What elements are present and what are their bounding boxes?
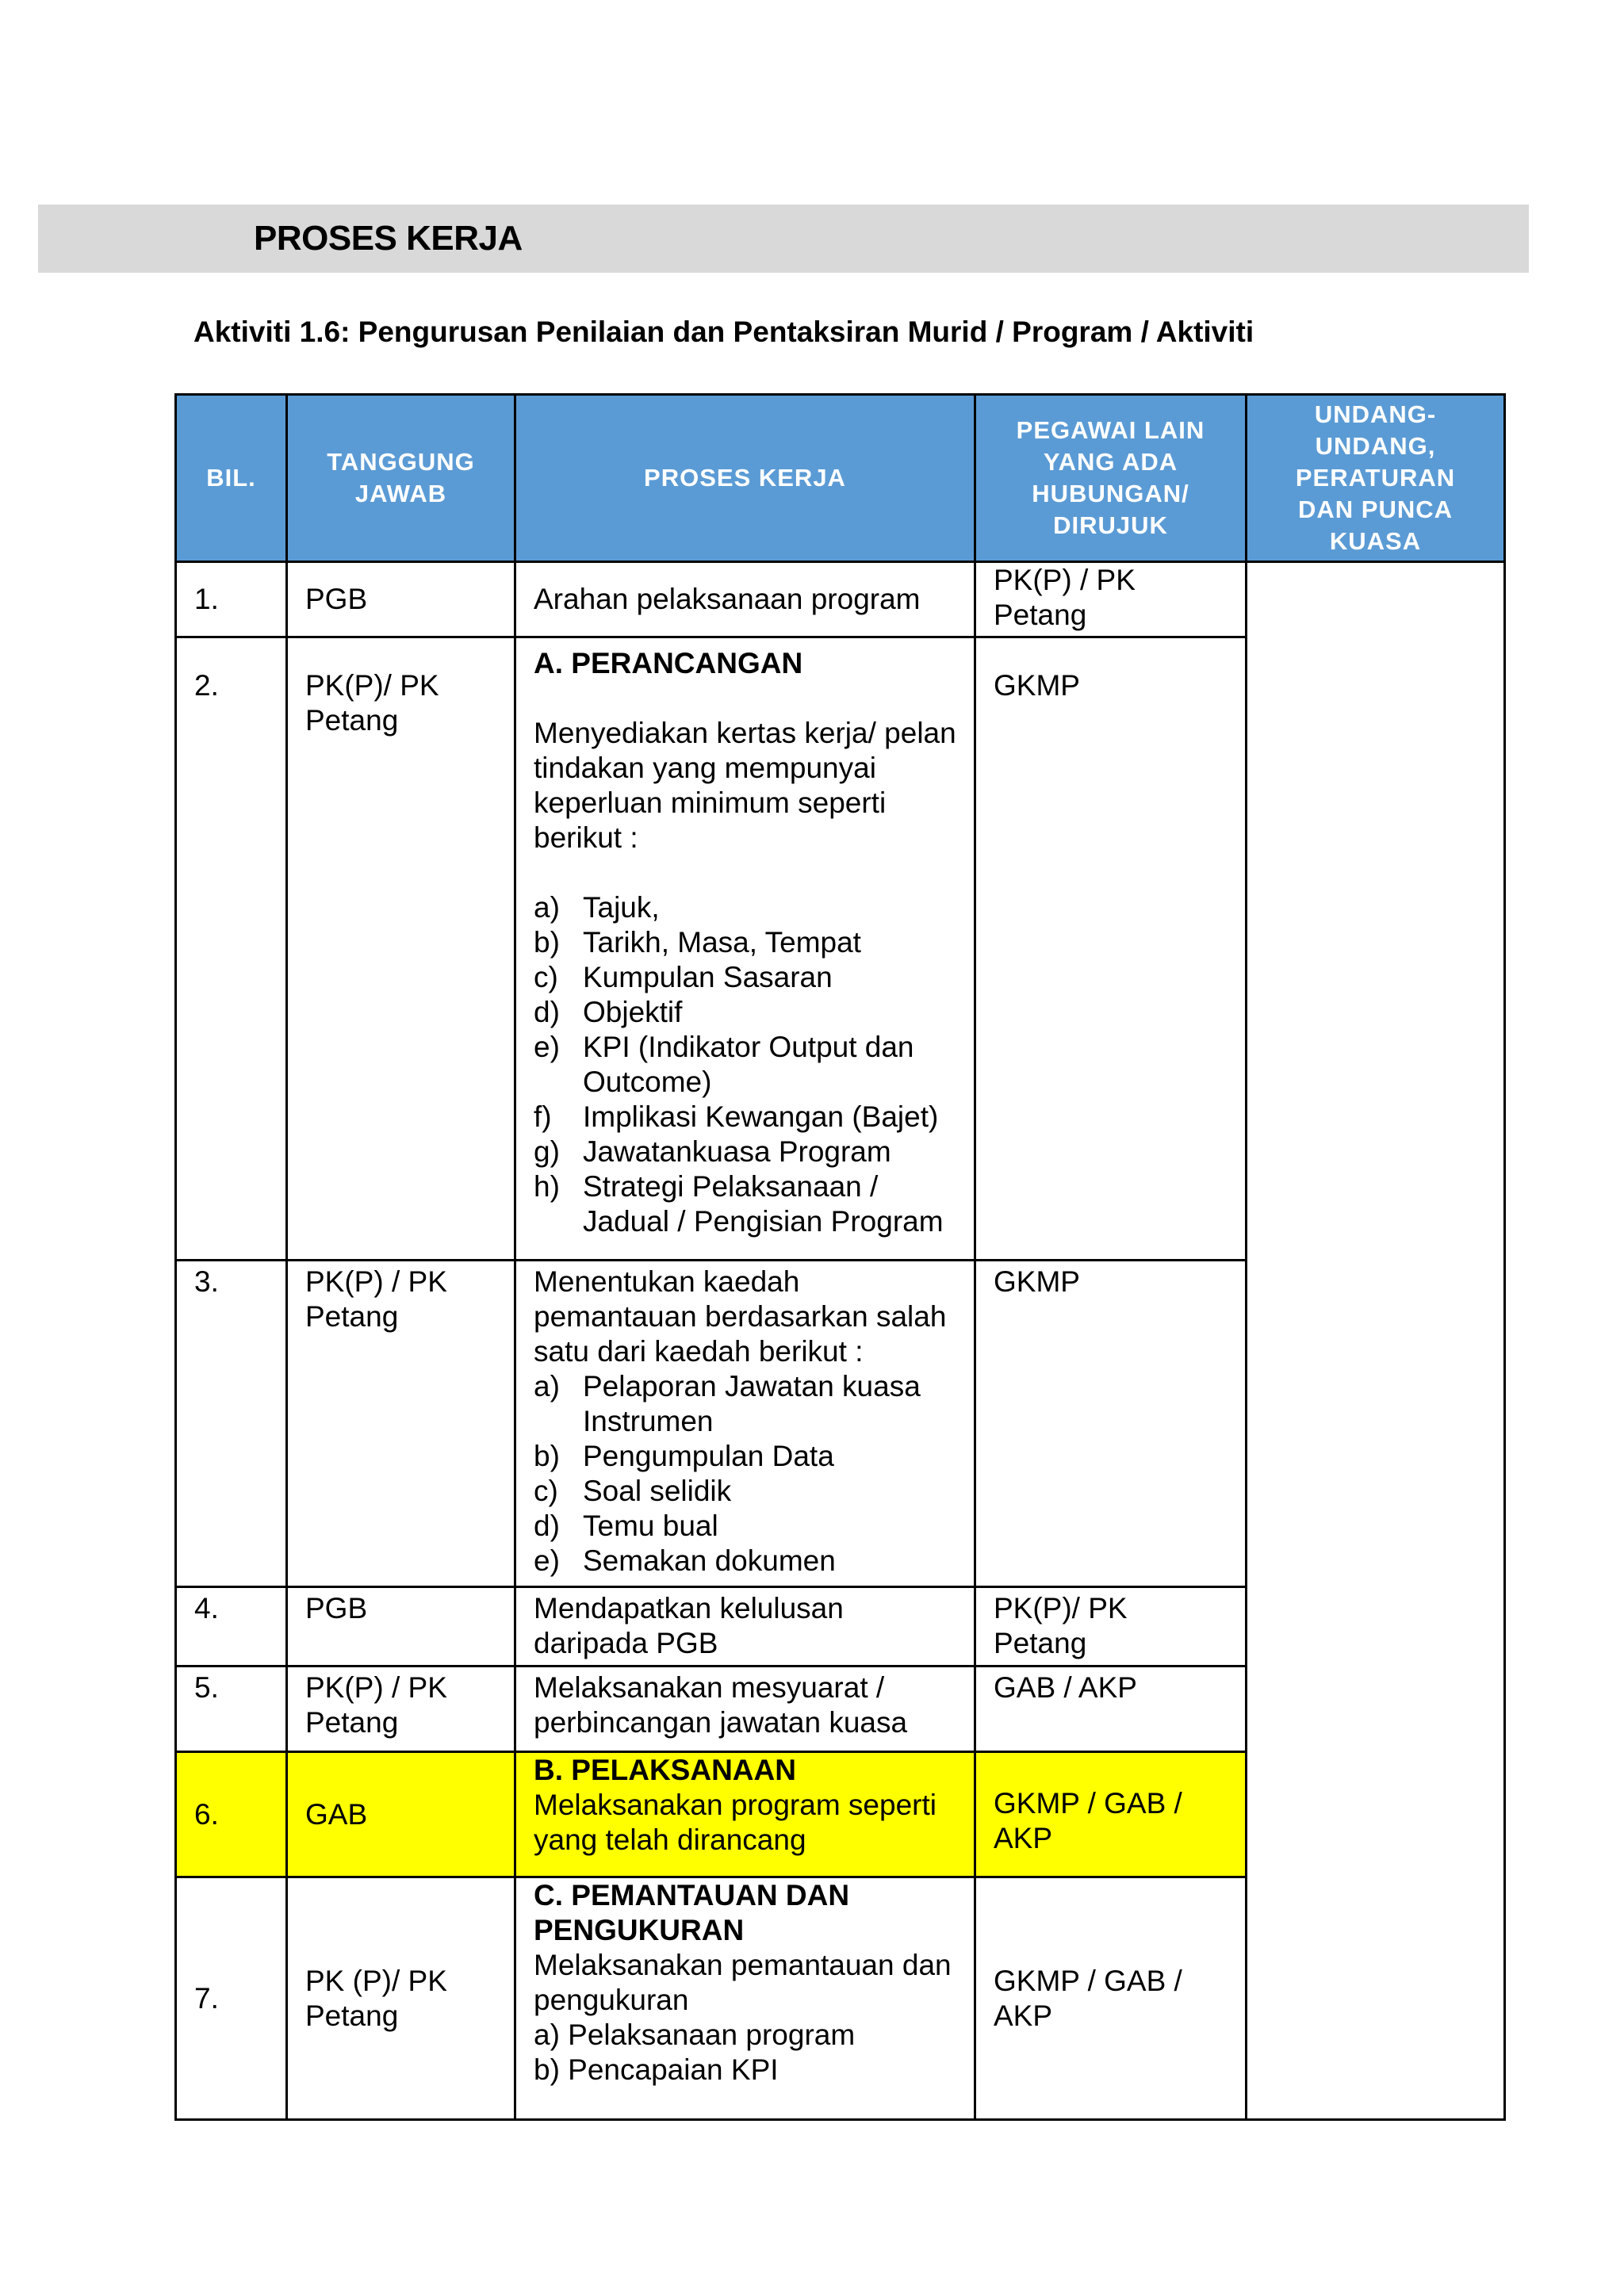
header-tanggung-jawab: TANGGUNG JAWAB — [287, 395, 515, 562]
row-pegawai: GKMP — [975, 1261, 1247, 1587]
section-banner — [38, 205, 1529, 273]
row-bil: 1. — [176, 562, 287, 637]
row-proses: Mendapatkan kelulusan daripada PGB — [515, 1587, 975, 1667]
undang-undang-cell — [1247, 562, 1505, 2120]
row-tanggung-jawab: PK(P)/ PK Petang — [287, 637, 515, 1261]
row-bil: 6. — [176, 1752, 287, 1877]
section-title: PROSES KERJA — [254, 219, 523, 258]
process-text: Melaksanakan program seperti yang telah dirancang — [534, 1789, 936, 1856]
row-pegawai: GKMP / GAB / AKP — [975, 1877, 1247, 2120]
list-item: g) Jawatankuasa Program — [534, 1135, 891, 1168]
section-heading-pemantauan: C. PEMANTAUAN DAN PENGUKURAN — [534, 1879, 850, 1946]
row-tanggung-jawab: PK(P) / PK Petang — [287, 1261, 515, 1587]
list-item: b) Tarikh, Masa, Tempat — [534, 926, 861, 959]
row-bil: 3. — [176, 1261, 287, 1587]
list-item: f) Implikasi Kewangan (Bajet) — [534, 1100, 939, 1133]
row-tanggung-jawab: GAB — [287, 1752, 515, 1877]
row-bil: 2. — [176, 637, 287, 1261]
list-item: e) KPI (Indikator Output dan Outcome) — [534, 1031, 914, 1098]
row-tanggung-jawab: PGB — [287, 1587, 515, 1667]
header-pegawai-lain: PEGAWAI LAIN YANG ADA HUBUNGAN/ DIRUJUK — [975, 395, 1247, 562]
process-intro: Menyediakan kertas kerja/ pelan tindakan yang mempunyai keperluan minimum seperti berikut : — [534, 717, 956, 854]
row-proses: Arahan pelaksanaan program — [515, 562, 975, 637]
row-proses — [515, 1752, 975, 1877]
row-tanggung-jawab: PGB — [287, 562, 515, 637]
row-bil: 7. — [176, 1877, 287, 2120]
list-item: e) Semakan dokumen — [534, 1544, 836, 1577]
row-pegawai: PK(P) / PK Petang — [975, 562, 1247, 637]
header-bil: BIL. — [176, 395, 287, 562]
row-pegawai: GAB / AKP — [975, 1667, 1247, 1752]
table-header-row — [176, 395, 1505, 562]
row-pegawai: PK(P)/ PK Petang — [975, 1587, 1247, 1667]
list-item: b) Pencapaian KPI — [534, 2053, 779, 2086]
row-proses — [515, 1877, 975, 2120]
row-tanggung-jawab: PK (P)/ PK Petang — [287, 1877, 515, 2120]
section-heading-perancangan: A. PERANCANGAN — [534, 647, 803, 679]
process-intro: Melaksanakan pemantauan dan pengukuran — [534, 1949, 952, 2016]
row-bil: 4. — [176, 1587, 287, 1667]
row-pegawai: GKMP / GAB / AKP — [975, 1752, 1247, 1877]
list-item: a) Pelaporan Jawatan kuasa Instrumen — [534, 1370, 921, 1437]
list-item: d) Temu bual — [534, 1510, 718, 1542]
row-bil: 5. — [176, 1667, 287, 1752]
table-row — [176, 562, 1505, 637]
list-item: h) Strategi Pelaksanaan / Jadual / Pengisian Program — [534, 1170, 944, 1238]
method-list — [534, 1369, 956, 1578]
process-intro: Menentukan kaedah pemantauan berdasarkan salah satu dari kaedah berikut : — [534, 1265, 947, 1368]
header-proses-kerja: PROSES KERJA — [515, 395, 975, 562]
header-undang-undang: UNDANG-UNDANG, PERATURAN DAN PUNCA KUASA — [1247, 395, 1505, 562]
row-pegawai: GKMP — [975, 637, 1247, 1261]
list-item: a) Pelaksanaan program — [534, 2019, 856, 2051]
row-proses: Melaksanakan mesyuarat / perbincangan jawatan kuasa — [515, 1667, 975, 1752]
list-item: c) Soal selidik — [534, 1475, 732, 1507]
row-proses — [515, 1261, 975, 1587]
list-item: d) Objektif — [534, 996, 683, 1028]
row-tanggung-jawab: PK(P) / PK Petang — [287, 1667, 515, 1752]
list-item: c) Kumpulan Sasaran — [534, 961, 833, 993]
requirement-list — [534, 890, 956, 1239]
list-item: b) Pengumpulan Data — [534, 1440, 834, 1472]
list-item: a) Tajuk, — [534, 891, 660, 924]
activity-title: Aktiviti 1.6: Pengurusan Penilaian dan Pentaksiran Murid / Program / Aktiviti — [193, 316, 1254, 348]
section-heading-pelaksanaan: B. PELAKSANAAN — [534, 1754, 796, 1786]
process-table — [174, 393, 1506, 2121]
row-proses — [515, 637, 975, 1261]
